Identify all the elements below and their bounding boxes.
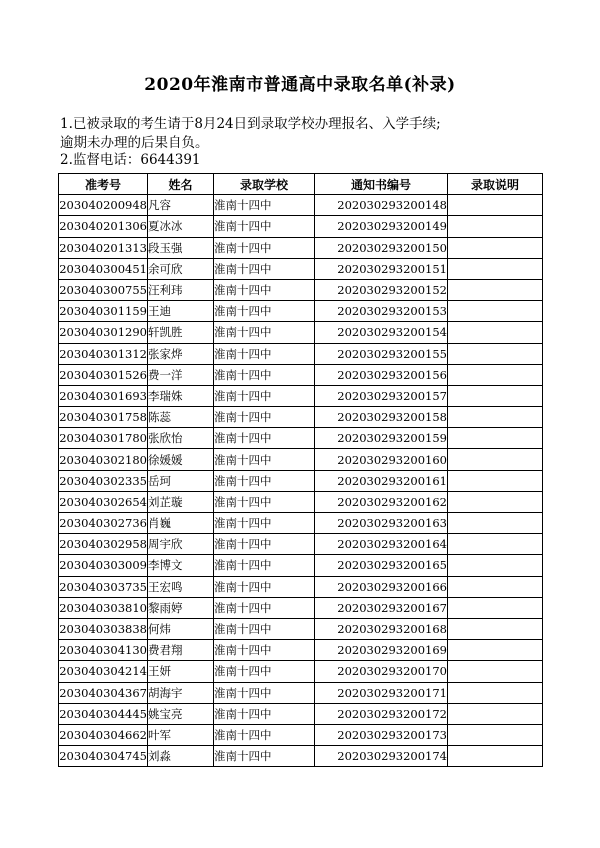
student-name-cell: 张欣怡 [148,428,214,449]
student-name-cell: 刘芷璇 [148,491,214,512]
exam-number-cell: 203040304445 [59,703,148,724]
admission-table [58,173,543,767]
exam-number-cell: 203040304367 [59,682,148,703]
table-row [59,258,543,279]
table-row [59,534,543,555]
notice-number-cell: 202030293200168 [315,618,448,639]
table-row [59,640,543,661]
notice-number-cell: 202030293200162 [315,491,448,512]
notice-number-cell: 202030293200157 [315,385,448,406]
school-cell: 淮南十四中 [214,301,315,322]
notice-number-cell: 202030293200158 [315,407,448,428]
notice-number-cell: 202030293200167 [315,597,448,618]
school-cell: 淮南十四中 [214,746,315,767]
exam-number-cell: 203040302335 [59,470,148,491]
remarks-cell [448,703,543,724]
remarks-cell [448,449,543,470]
exam-number-cell: 203040301780 [59,428,148,449]
student-name-cell: 陈蕊 [148,407,214,428]
school-cell: 淮南十四中 [214,449,315,470]
notice-number-cell: 202030293200148 [315,195,448,216]
remarks-cell [448,428,543,449]
supervision-phone: 2.监督电话：6644391 [60,152,201,168]
table-row [59,385,543,406]
exam-number-cell: 203040300755 [59,279,148,300]
student-name-cell: 费一洋 [148,364,214,385]
notice-number-cell: 202030293200169 [315,640,448,661]
student-name-cell: 黎雨婷 [148,597,214,618]
school-cell: 淮南十四中 [214,216,315,237]
notice-number-cell: 202030293200174 [315,746,448,767]
exam-number-cell: 203040301758 [59,407,148,428]
notice-number-cell: 202030293200154 [315,322,448,343]
table-row [59,407,543,428]
exam-number-cell: 203040302736 [59,513,148,534]
table-row [59,237,543,258]
remarks-cell [448,682,543,703]
table-row [59,470,543,491]
school-cell: 淮南十四中 [214,407,315,428]
notice-number-cell: 202030293200160 [315,449,448,470]
instructions-line: 逾期未办理的后果自负。 [60,135,209,151]
remarks-cell [448,724,543,745]
table-body [59,195,543,767]
remarks-cell [448,534,543,555]
notice-number-cell: 202030293200150 [315,237,448,258]
header-remarks: 录取说明 [448,174,543,195]
remarks-cell [448,385,543,406]
school-cell: 淮南十四中 [214,724,315,745]
school-cell: 淮南十四中 [214,682,315,703]
exam-number-cell: 203040301526 [59,364,148,385]
exam-number-cell: 203040303735 [59,576,148,597]
notice-number-cell: 202030293200152 [315,279,448,300]
notice-number-cell: 202030293200153 [315,301,448,322]
table-row [59,322,543,343]
remarks-cell [448,661,543,682]
notice-number-cell: 202030293200173 [315,724,448,745]
header-notice-number: 通知书编号 [315,174,448,195]
header-name: 姓名 [148,174,214,195]
notice-number-cell: 202030293200164 [315,534,448,555]
table-row [59,195,543,216]
table-row [59,343,543,364]
table-row [59,513,543,534]
remarks-cell [448,258,543,279]
school-cell: 淮南十四中 [214,364,315,385]
remarks-cell [448,322,543,343]
student-name-cell: 费君翔 [148,640,214,661]
remarks-cell [448,237,543,258]
school-cell: 淮南十四中 [214,618,315,639]
remarks-cell [448,470,543,491]
exam-number-cell: 203040303810 [59,597,148,618]
school-cell: 淮南十四中 [214,703,315,724]
exam-number-cell: 203040303838 [59,618,148,639]
remarks-cell [448,555,543,576]
notice-number-cell: 202030293200159 [315,428,448,449]
student-name-cell: 胡海宇 [148,682,214,703]
table-row [59,576,543,597]
remarks-cell [448,597,543,618]
remarks-cell [448,407,543,428]
school-cell: 淮南十四中 [214,428,315,449]
student-name-cell: 段玉强 [148,237,214,258]
table-row [59,449,543,470]
remarks-cell [448,364,543,385]
table-row [59,216,543,237]
notice-number-cell: 202030293200163 [315,513,448,534]
exam-number-cell: 203040303009 [59,555,148,576]
table-header-row [59,174,543,195]
exam-number-cell: 203040301159 [59,301,148,322]
student-name-cell: 周宇欣 [148,534,214,555]
school-cell: 淮南十四中 [214,258,315,279]
student-name-cell: 轩凯胜 [148,322,214,343]
exam-number-cell: 203040304662 [59,724,148,745]
student-name-cell: 刘淼 [148,746,214,767]
school-cell: 淮南十四中 [214,534,315,555]
header-exam-number: 准考号 [59,174,148,195]
exam-number-cell: 203040201306 [59,216,148,237]
school-cell: 淮南十四中 [214,343,315,364]
notice-number-cell: 202030293200156 [315,364,448,385]
exam-number-cell: 203040304130 [59,640,148,661]
table-row [59,428,543,449]
student-name-cell: 张家烨 [148,343,214,364]
table-row [59,724,543,745]
school-cell: 淮南十四中 [214,597,315,618]
table-row [59,703,543,724]
table-row [59,301,543,322]
exam-number-cell: 203040300451 [59,258,148,279]
remarks-cell [448,343,543,364]
remarks-cell [448,640,543,661]
student-name-cell: 岳珂 [148,470,214,491]
remarks-cell [448,491,543,512]
exam-number-cell: 203040301290 [59,322,148,343]
student-name-cell: 王妍 [148,661,214,682]
school-cell: 淮南十四中 [214,195,315,216]
student-name-cell: 何炜 [148,618,214,639]
school-cell: 淮南十四中 [214,491,315,512]
remarks-cell [448,279,543,300]
page-title: 2020年淮南市普通高中录取名单(补录) [144,75,456,95]
exam-number-cell: 203040301312 [59,343,148,364]
instructions-note [60,115,580,153]
exam-number-cell: 203040201313 [59,237,148,258]
table-row [59,746,543,767]
student-name-cell: 叶军 [148,724,214,745]
school-cell: 淮南十四中 [214,237,315,258]
student-name-cell: 凡容 [148,195,214,216]
table-row [59,279,543,300]
remarks-cell [448,746,543,767]
school-cell: 淮南十四中 [214,513,315,534]
notice-number-cell: 202030293200155 [315,343,448,364]
table-row [59,597,543,618]
notice-number-cell: 202030293200170 [315,661,448,682]
school-cell: 淮南十四中 [214,640,315,661]
instructions-line: 1.已被录取的考生请于8月24日到录取学校办理报名、入学手续; [60,116,441,132]
student-name-cell: 余可欣 [148,258,214,279]
school-cell: 淮南十四中 [214,322,315,343]
student-name-cell: 李博文 [148,555,214,576]
remarks-cell [448,576,543,597]
table-row [59,618,543,639]
notice-number-cell: 202030293200151 [315,258,448,279]
notice-number-cell: 202030293200166 [315,576,448,597]
student-name-cell: 徐媛媛 [148,449,214,470]
notice-number-cell: 202030293200161 [315,470,448,491]
exam-number-cell: 203040304214 [59,661,148,682]
remarks-cell [448,513,543,534]
school-cell: 淮南十四中 [214,279,315,300]
school-cell: 淮南十四中 [214,555,315,576]
student-name-cell: 姚宝亮 [148,703,214,724]
table-row [59,682,543,703]
remarks-cell [448,216,543,237]
table-row [59,661,543,682]
exam-number-cell: 203040200948 [59,195,148,216]
remarks-cell [448,618,543,639]
exam-number-cell: 203040304745 [59,746,148,767]
student-name-cell: 李瑞姝 [148,385,214,406]
table-row [59,491,543,512]
table-row [59,555,543,576]
student-name-cell: 汪利玮 [148,279,214,300]
school-cell: 淮南十四中 [214,385,315,406]
exam-number-cell: 203040302180 [59,449,148,470]
student-name-cell: 王迪 [148,301,214,322]
remarks-cell [448,195,543,216]
header-school: 录取学校 [214,174,315,195]
exam-number-cell: 203040302654 [59,491,148,512]
student-name-cell: 夏冰冰 [148,216,214,237]
exam-number-cell: 203040302958 [59,534,148,555]
notice-number-cell: 202030293200165 [315,555,448,576]
notice-number-cell: 202030293200171 [315,682,448,703]
student-name-cell: 王宏鸣 [148,576,214,597]
school-cell: 淮南十四中 [214,470,315,491]
remarks-cell [448,301,543,322]
notice-number-cell: 202030293200149 [315,216,448,237]
student-name-cell: 肖巍 [148,513,214,534]
school-cell: 淮南十四中 [214,661,315,682]
notice-number-cell: 202030293200172 [315,703,448,724]
exam-number-cell: 203040301693 [59,385,148,406]
school-cell: 淮南十四中 [214,576,315,597]
table-row [59,364,543,385]
